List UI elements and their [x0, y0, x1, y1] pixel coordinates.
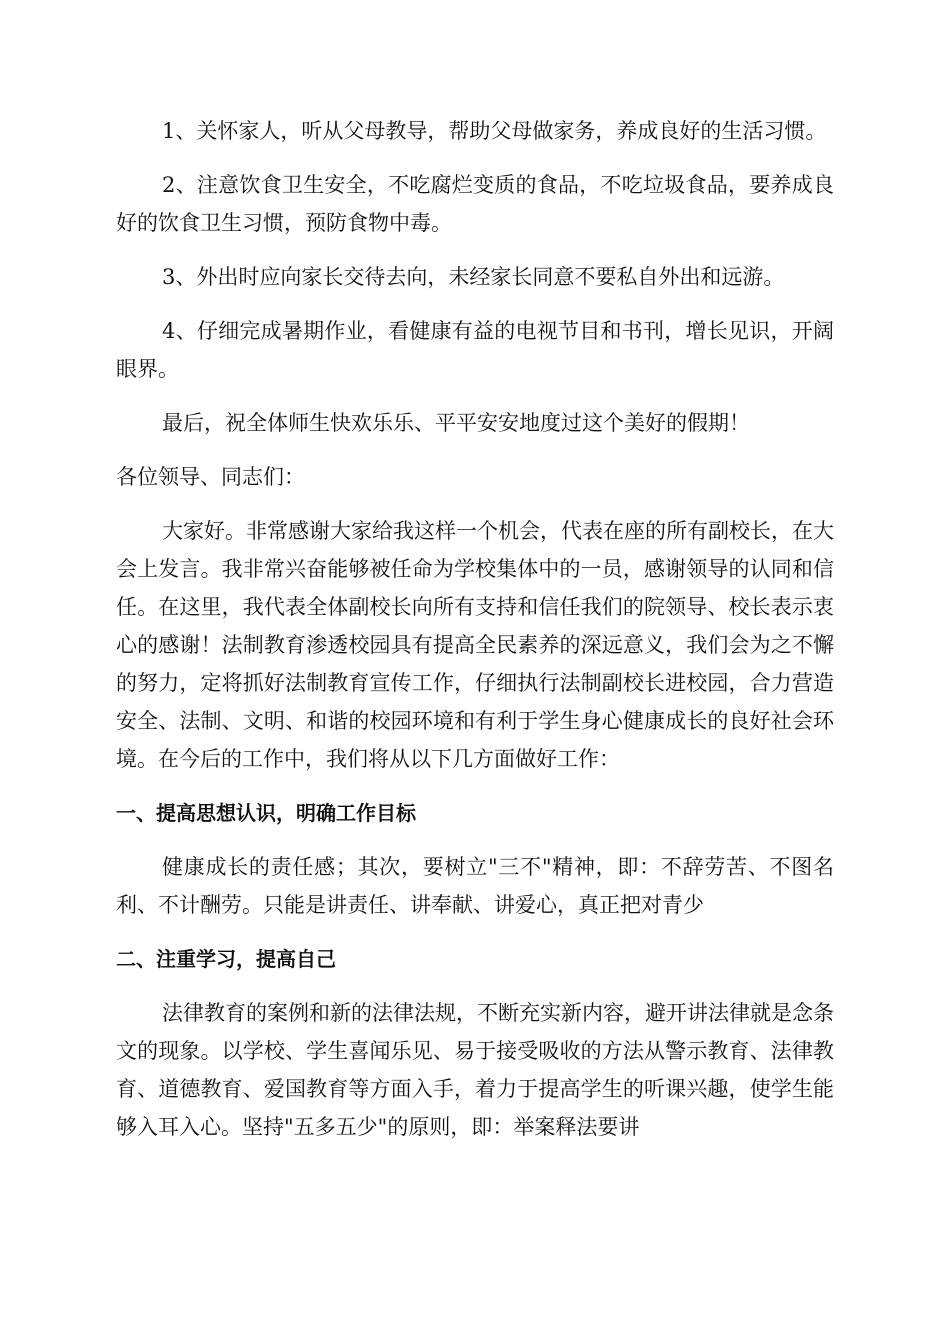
- list-item-3: 3、外出时应向家长交待去向，未经家长同意不要私自外出和远游。: [162, 265, 785, 289]
- section-heading-1: 一、提高思想认识，明确工作目标: [116, 801, 416, 825]
- list-item-4: 4、仔细完成暑期作业，看健康有益的电视节目和书刊，增长见识，开阔眼界。: [116, 319, 834, 381]
- section-2-paragraph: 法律教育的案例和新的法律法规，不断充实新内容，避开讲法律就是念条文的现象。以学校、学生喜闻乐见、易于接受吸收的方法从警示教育、法律教育、道德教育、爱国教育等方面入手，着力于提高学生的听课兴趣，使学生能够入耳入心。坚持"五多五少"的原则，即：举案释法要讲: [116, 1001, 834, 1139]
- document-page: [116, 112, 834, 1162]
- closing-wish: 最后，祝全体师生快欢乐乐、平平安安地度过这个美好的假期！: [162, 411, 750, 435]
- section-heading-2: 二、注重学习，提高自己: [116, 947, 336, 971]
- list-item-2: 2、注意饮食卫生安全，不吃腐烂变质的食品，不吃垃圾食品，要养成良好的饮食卫生习惯，预防食物中毒。: [116, 173, 834, 235]
- salutation: 各位领导、同志们：: [116, 465, 305, 489]
- list-item-1: 1、关怀家人，听从父母教导，帮助父母做家务，养成良好的生活习惯。: [162, 119, 827, 143]
- section-1-paragraph: 健康成长的责任感；其次，要树立"三不"精神，即：不辞劳苦、不图名利、不计酬劳。只能是讲责任、讲奉献、讲爱心，真正把对青少: [116, 855, 834, 917]
- speech-intro-paragraph: 大家好。非常感谢大家给我这样一个机会，代表在座的所有副校长，在大会上发言。我非常兴奋能够被任命为学校集体中的一员，感谢领导的认同和信任。在这里，我代表全体副校长向所有支持和信任我们的院领导、校长表示衷心的感谢！法制教育渗透校园具有提高全民素养的深远意义，我们会为之不懈的努力，定将抓好法制教育宣传工作，仔细执行法制副校长进校园，合力营造安全、法制、文明、和谐的校园环境和有利于学生身心健康成长的良好社会环境。在今后的工作中，我们将从以下几方面做好工作：: [116, 519, 834, 771]
